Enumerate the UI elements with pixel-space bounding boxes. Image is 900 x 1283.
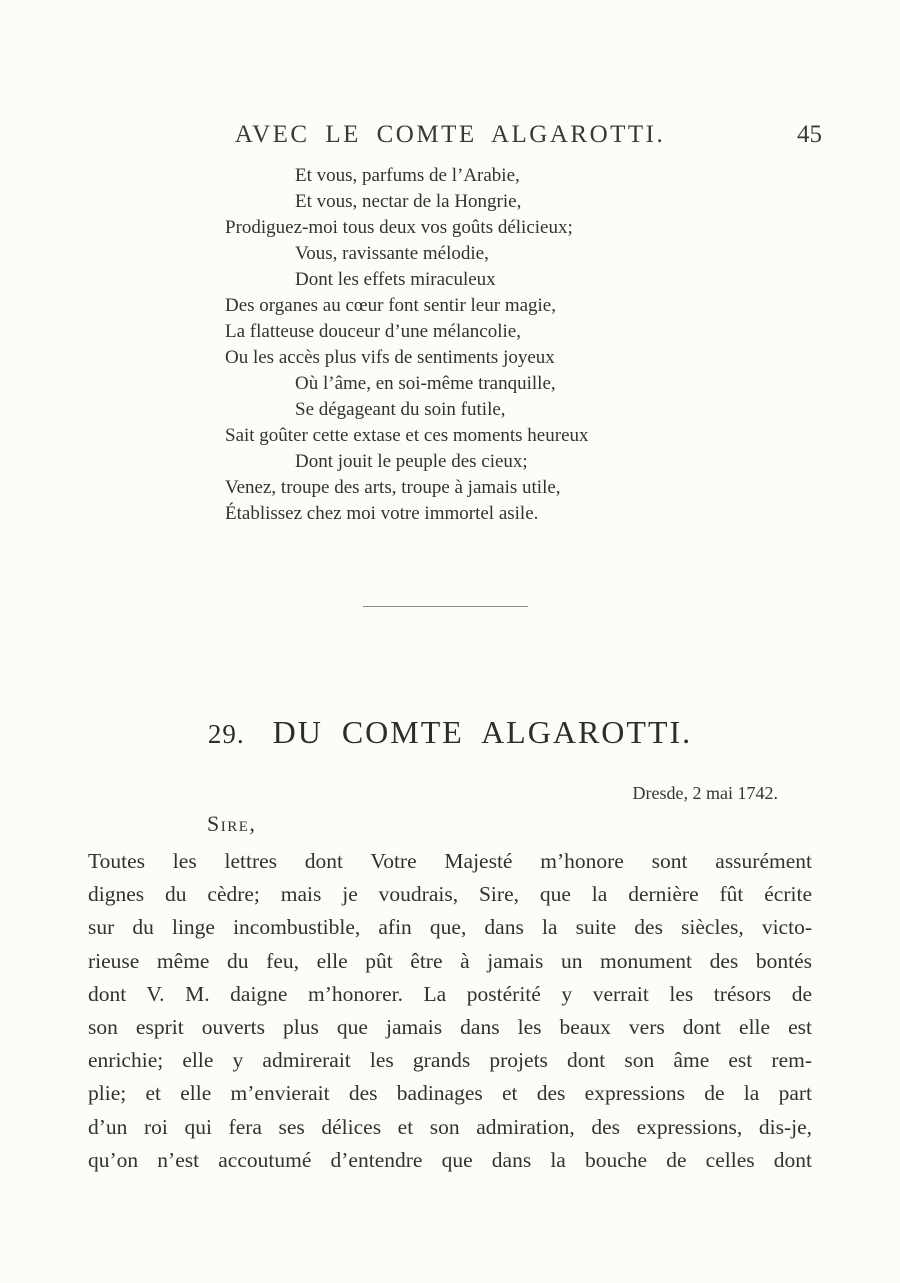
running-header [0, 121, 900, 155]
salutation: Sire, [207, 811, 257, 836]
poem-line: Et vous, nectar de la Hongrie, [295, 191, 522, 212]
poem-line: Se dégageant du soin futile, [295, 399, 506, 420]
poem-line: Venez, troupe des arts, troupe à jamais utile, [225, 477, 561, 498]
page-title: AVEC LE COMTE ALGAROTTI. [234, 121, 666, 148]
body-line: dont V. M. daigne m’honorer. La postérité y verrait les trésors de [88, 981, 812, 1006]
page-number: 45 [797, 121, 822, 148]
dateline: Dresde, 2 mai 1742. [632, 783, 778, 803]
poem-line: Ou les accès plus vifs de sentiments joyeux [225, 347, 555, 368]
poem-line: Dont les effets miraculeux [295, 269, 496, 290]
body-line: plie; et elle m’envierait des badinages et des expressions de la part [88, 1081, 812, 1106]
poem-line: Sait goûter cette extase et ces moments heureux [225, 425, 589, 446]
body-line: d’un roi qui fera ses délices et son admiration, des expressions, dis-je, [88, 1114, 812, 1139]
poem-line: Établissez chez moi votre immortel asile. [225, 503, 539, 524]
body-line: qu’on n’est accoutumé d’entendre que dans la bouche de celles dont [88, 1147, 812, 1172]
body-line: Toutes les lettres dont Votre Majesté m’honore sont assurément [88, 849, 812, 873]
poem-line: La flatteuse douceur d’une mélancolie, [225, 321, 521, 342]
letter-heading [0, 714, 900, 751]
poem-line: Dont jouit le peuple des cieux; [295, 451, 528, 472]
letter-title: DU COMTE ALGAROTTI. [272, 714, 693, 750]
poem-line: Des organes au cœur font sentir leur magie, [225, 295, 556, 316]
poem-line: Vous, ravissante mélodie, [295, 243, 489, 264]
poem-line: Prodiguez-moi tous deux vos goûts délicieux; [225, 217, 573, 238]
body-line: son esprit ouverts plus que jamais dans les beaux vers dont elle est [88, 1015, 812, 1040]
body-line: sur du linge incombustible, afin que, dans la suite des siècles, victo- [88, 915, 812, 940]
body-line: rieuse même du feu, elle pût être à jamais un monument des bontés [88, 948, 812, 973]
letter-body [88, 845, 812, 1177]
body-line: enrichie; elle y admirerait les grands projets dont son âme est rem- [88, 1048, 812, 1073]
poem-line: Et vous, parfums de l’Arabie, [295, 165, 520, 186]
body-line: dignes du cèdre; mais je voudrais, Sire, que la dernière fût écrite [88, 882, 812, 907]
poem-line: Où l’âme, en soi-même tranquille, [295, 373, 556, 394]
section-divider [363, 606, 528, 607]
letter-number: 29. [207, 719, 245, 749]
poem [225, 163, 685, 527]
